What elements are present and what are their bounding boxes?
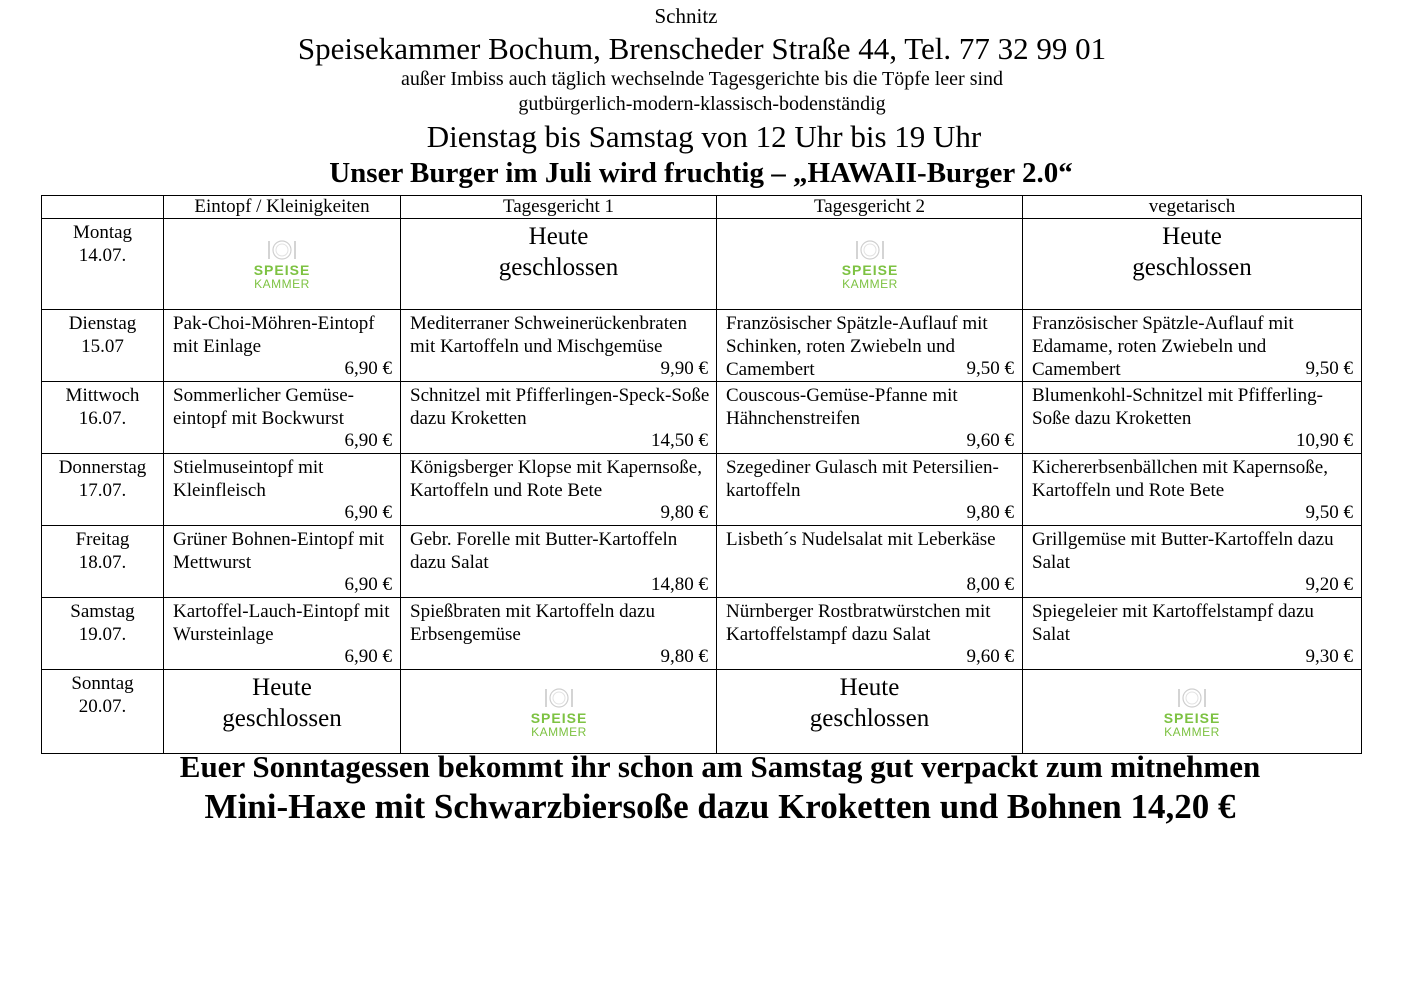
footer-sunday-dish: Mini-Haxe mit Schwarzbiersoße dazu Kroketten und Bohnen 14,20 € bbox=[204, 787, 1236, 826]
day-cell bbox=[42, 598, 164, 670]
day-date: 17.07. bbox=[78, 480, 127, 501]
day-cell bbox=[42, 219, 164, 310]
dish-cell bbox=[164, 454, 401, 526]
dish-price: 14,80 € bbox=[651, 574, 708, 595]
logo-word-2: KAMMER bbox=[530, 724, 587, 738]
dish-price: 9,60 € bbox=[966, 646, 1014, 667]
closed-cell bbox=[401, 219, 717, 310]
footer-sunday-note: Euer Sonntagessen bekommt ihr schon am Samstag gut verpackt zum mitnehmen bbox=[179, 749, 1261, 784]
day-name: Samstag bbox=[70, 601, 135, 622]
dish-price: 6,90 € bbox=[344, 430, 392, 451]
closed-cell bbox=[717, 670, 1023, 754]
closed-cell bbox=[164, 670, 401, 754]
logo-cell bbox=[1023, 670, 1362, 754]
dish-name: Schnitzel mit Pfifferlingen-Speck-Soße dazu Kroketten bbox=[410, 385, 710, 429]
logo-word-1: SPEISE bbox=[253, 262, 311, 278]
dish-cell bbox=[717, 598, 1023, 670]
dish-name: Gebr. Forelle mit Butter-Kartoffeln dazu Salat bbox=[410, 529, 678, 573]
dish-price: 9,30 € bbox=[1305, 646, 1353, 667]
day-name: Sonntag bbox=[71, 673, 134, 694]
plate-cutlery-icon bbox=[242, 238, 322, 290]
logo-word-2: KAMMER bbox=[1164, 724, 1220, 738]
dish-price: 9,80 € bbox=[966, 502, 1014, 523]
dish-cell bbox=[401, 526, 717, 598]
dish-price: 8,00 € bbox=[966, 574, 1014, 595]
closed-line-2: geschlossen bbox=[809, 705, 930, 732]
closed-line-2: geschlossen bbox=[222, 705, 342, 732]
dish-name: Grillgemüse mit Butter-Kartoffeln dazu Salat bbox=[1032, 529, 1334, 573]
logo-cell bbox=[401, 670, 717, 754]
dish-cell bbox=[164, 382, 401, 454]
column-header: Tagesgericht 2 bbox=[717, 196, 1023, 219]
plate-cutlery-icon bbox=[1152, 686, 1232, 738]
table-row bbox=[42, 670, 1362, 754]
logo-word-1: SPEISE bbox=[841, 262, 898, 278]
day-date: 14.07. bbox=[78, 245, 127, 266]
day-name: Mittwoch bbox=[65, 385, 140, 406]
table-row bbox=[42, 454, 1362, 526]
dish-cell bbox=[717, 454, 1023, 526]
day-cell bbox=[42, 670, 164, 754]
table-header-row bbox=[42, 196, 1362, 219]
speisekammer-logo bbox=[401, 670, 716, 753]
dish-name: Nürnberger Rostbratwürstchen mit Kartoffelstampf dazu Salat bbox=[726, 601, 991, 645]
day-date: 18.07. bbox=[78, 552, 127, 573]
dish-cell bbox=[401, 310, 717, 382]
dish-name: Blumenkohl-Schnitzel mit Pfifferling-Soße dazu Kroketten bbox=[1032, 385, 1323, 429]
dish-price: 10,90 € bbox=[1296, 430, 1353, 451]
dish-price: 9,80 € bbox=[660, 646, 708, 667]
dish-name: Mediterraner Schweinerückenbraten mit Kartoffeln und Mischgemüse bbox=[410, 313, 687, 357]
dish-cell bbox=[1023, 382, 1362, 454]
closed-text bbox=[717, 670, 1022, 734]
dish-cell bbox=[401, 382, 717, 454]
dish-cell bbox=[1023, 454, 1362, 526]
restaurant-title: Speisekammer Bochum, Brenscheder Straße 44, Tel. 77 32 99 01 bbox=[297, 31, 1107, 66]
dish-name: Französischer Spätzle-Auflauf mit Schinken, roten Zwiebeln und Camembert bbox=[726, 313, 988, 380]
closed-text bbox=[401, 219, 716, 283]
dish-cell bbox=[401, 454, 717, 526]
burger-of-month: Unser Burger im Juli wird fruchtig – „HAWAII-Burger 2.0“ bbox=[329, 157, 1073, 189]
day-cell bbox=[42, 454, 164, 526]
dish-price: 6,90 € bbox=[344, 502, 392, 523]
table-row bbox=[42, 526, 1362, 598]
dish-price: 9,80 € bbox=[660, 502, 708, 523]
subtitle-line-2: gutbürgerlich-modern-klassisch-bodenständig bbox=[518, 93, 886, 115]
dish-cell bbox=[1023, 598, 1362, 670]
plate-cutlery-icon bbox=[519, 686, 599, 738]
dish-cell bbox=[164, 526, 401, 598]
logo-cell bbox=[164, 219, 401, 310]
column-header: Eintopf / Kleinigkeiten bbox=[164, 196, 401, 219]
table-row bbox=[42, 219, 1362, 310]
dish-cell bbox=[1023, 310, 1362, 382]
logo-word-2: KAMMER bbox=[841, 277, 898, 290]
dish-name: Kartoffel-Lauch-Eintopf mit Wursteinlage bbox=[173, 601, 390, 645]
day-date: 15.07 bbox=[81, 336, 124, 357]
dish-price: 6,90 € bbox=[344, 646, 392, 667]
dish-name: Sommerlicher Gemüse-eintopf mit Bockwurst bbox=[173, 385, 354, 429]
dish-name: Französischer Spätzle-Auflauf mit Edamame, roten Zwiebeln und Camembert bbox=[1032, 313, 1294, 380]
day-date: 16.07. bbox=[78, 408, 127, 429]
day-date: 20.07. bbox=[78, 696, 127, 717]
table-row bbox=[42, 382, 1362, 454]
logo-word-2: KAMMER bbox=[254, 277, 310, 290]
dish-name: Spießbraten mit Kartoffeln dazu Erbsengemüse bbox=[410, 601, 655, 645]
day-cell bbox=[42, 310, 164, 382]
closed-text bbox=[1023, 219, 1361, 283]
speisekammer-logo bbox=[1023, 670, 1361, 753]
table-row bbox=[42, 310, 1362, 382]
column-header: Tagesgericht 1 bbox=[401, 196, 717, 219]
dish-price: 9,90 € bbox=[660, 358, 708, 379]
closed-text bbox=[164, 670, 400, 734]
logo-word-1: SPEISE bbox=[530, 709, 587, 726]
day-cell bbox=[42, 382, 164, 454]
day-name: Donnerstag bbox=[58, 457, 147, 478]
closed-line-1: Heute bbox=[528, 223, 589, 250]
dish-price: 9,60 € bbox=[966, 430, 1014, 451]
speisekammer-logo bbox=[164, 219, 400, 309]
day-name: Montag bbox=[72, 222, 133, 243]
day-name: Freitag bbox=[75, 529, 130, 550]
header-top-text: Schnitz bbox=[654, 4, 718, 28]
header-day-column bbox=[42, 196, 164, 219]
closed-line-2: geschlossen bbox=[498, 254, 619, 281]
day-name: Dienstag bbox=[68, 313, 137, 334]
dish-name: Grüner Bohnen-Eintopf mit Mettwurst bbox=[173, 529, 385, 573]
subtitle-line-1: außer Imbiss auch täglich wechselnde Tagesgerichte bis die Töpfe leer sind bbox=[400, 68, 1004, 90]
day-date: 19.07. bbox=[78, 624, 127, 645]
dish-cell bbox=[164, 310, 401, 382]
closed-line-1: Heute bbox=[252, 674, 312, 701]
logo-word-1: SPEISE bbox=[1163, 709, 1221, 726]
dish-cell bbox=[164, 598, 401, 670]
plate-cutlery-icon bbox=[830, 238, 910, 290]
logo-cell bbox=[717, 219, 1023, 310]
dish-name: Spiegeleier mit Kartoffelstampf dazu Salat bbox=[1032, 601, 1314, 645]
dish-name: Szegediner Gulasch mit Petersilien-kartoffeln bbox=[726, 457, 999, 501]
dish-cell bbox=[717, 382, 1023, 454]
closed-cell bbox=[1023, 219, 1362, 310]
dish-price: 14,50 € bbox=[651, 430, 708, 451]
dish-name: Pak-Choi-Möhren-Eintopf mit Einlage bbox=[173, 313, 375, 357]
opening-hours: Dienstag bis Samstag von 12 Uhr bis 19 Uhr bbox=[426, 119, 982, 154]
column-header: vegetarisch bbox=[1023, 196, 1362, 219]
dish-name: Lisbeth´s Nudelsalat mit Leberkäse bbox=[726, 529, 996, 550]
table-row bbox=[42, 598, 1362, 670]
dish-name: Kichererbsenbällchen mit Kapernsoße, Kartoffeln und Rote Bete bbox=[1032, 457, 1328, 501]
dish-cell bbox=[1023, 526, 1362, 598]
closed-line-2: geschlossen bbox=[1132, 254, 1252, 281]
dish-name: Königsberger Klopse mit Kapernsoße, Kartoffeln und Rote Bete bbox=[410, 457, 702, 501]
speisekammer-logo bbox=[717, 219, 1022, 309]
dish-cell bbox=[717, 526, 1023, 598]
dish-price: 9,50 € bbox=[1305, 502, 1353, 523]
dish-price: 9,50 € bbox=[966, 358, 1014, 379]
closed-line-1: Heute bbox=[1162, 223, 1222, 250]
menu-table bbox=[41, 195, 1362, 754]
dish-price: 6,90 € bbox=[344, 358, 392, 379]
dish-price: 9,50 € bbox=[1305, 358, 1353, 379]
dish-name: Couscous-Gemüse-Pfanne mit Hähnchenstreifen bbox=[726, 385, 958, 429]
dish-name: Stielmuseintopf mit Kleinfleisch bbox=[173, 457, 324, 501]
dish-cell bbox=[717, 310, 1023, 382]
day-cell bbox=[42, 526, 164, 598]
closed-line-1: Heute bbox=[839, 674, 900, 701]
dish-price: 6,90 € bbox=[344, 574, 392, 595]
dish-price: 9,20 € bbox=[1305, 574, 1353, 595]
dish-cell bbox=[401, 598, 717, 670]
